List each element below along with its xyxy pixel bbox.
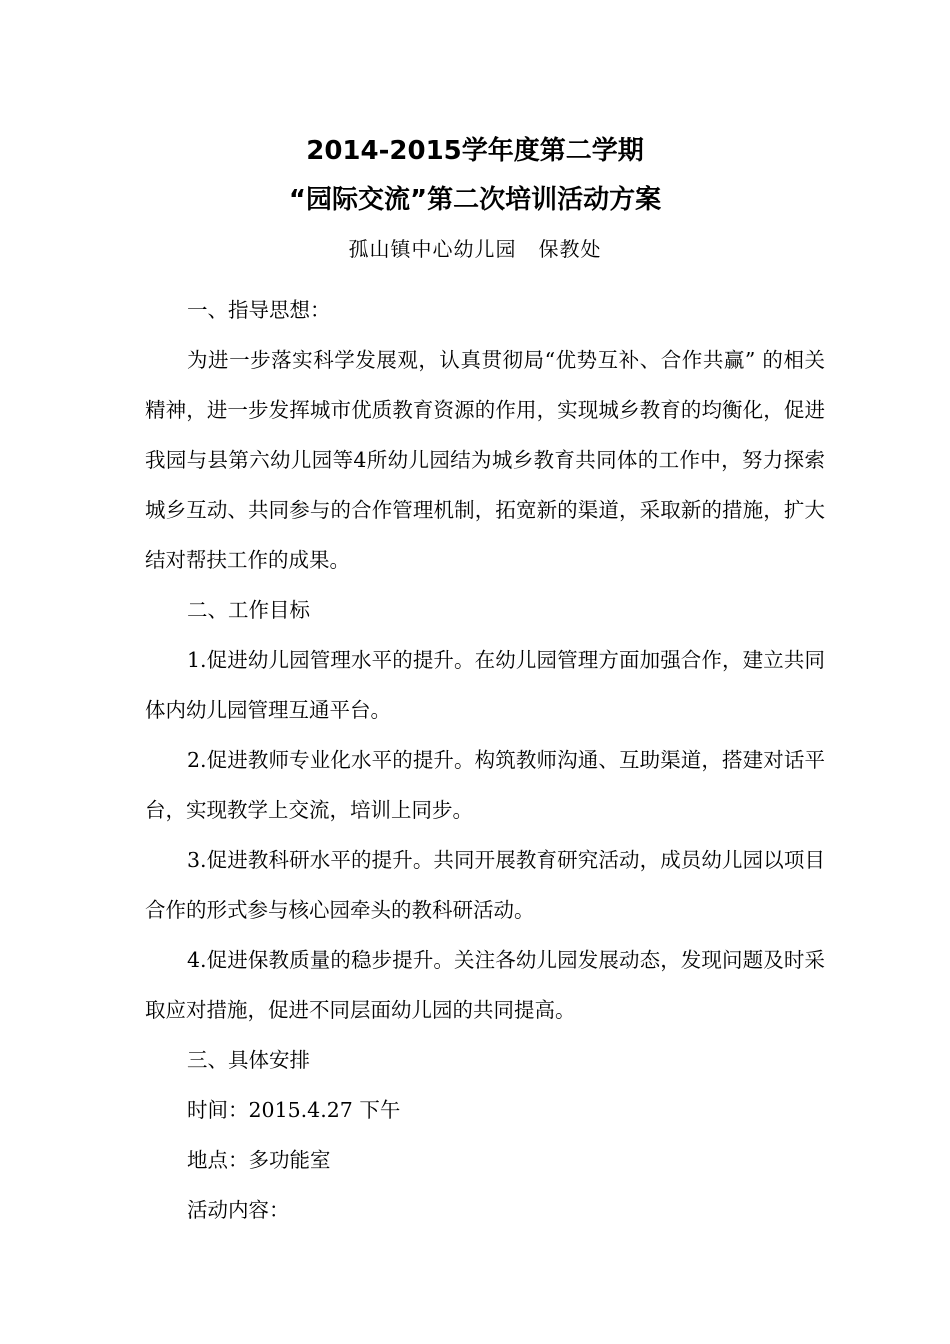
paragraph-goal-3: 3.促进教科研水平的提升。共同开展教育研究活动，成员幼儿园以项目合作的形式参与核心园牵头的教科研活动。: [145, 848, 825, 922]
section-heading-arrangement: 三、具体安排: [187, 1048, 310, 1072]
section-heading-work-goals: 二、工作目标: [187, 598, 310, 622]
paragraph-guiding-ideology: 为进一步落实科学发展观，认真贯彻局“优势互补、合作共赢” 的相关精神，进一步发挥城市优质教育资源的作用，实现城乡教育的均衡化，促进我园与县第六幼儿园等4所幼儿园结为城乡教育共同体的工作中，努力探索城乡互动、共同参与的合作管理机制，拓宽新的渠道，采取新的措施，扩大结对帮扶工作的成果。: [145, 348, 825, 572]
document-body: [145, 285, 825, 1235]
arrangement-place: 地点：多功能室: [187, 1148, 331, 1172]
section-heading-guiding-ideology: 一、指导思想：: [187, 298, 331, 322]
paragraph-goal-2: 2.促进教师专业化水平的提升。构筑教师沟通、互助渠道，搭建对话平台，实现教学上交流，培训上同步。: [145, 748, 825, 822]
arrangement-time: 时间：2015.4.27 下午: [187, 1098, 401, 1122]
document-subtitle: 孤山镇中心幼儿园 保教处: [348, 237, 602, 261]
arrangement-content: 活动内容：: [187, 1198, 290, 1222]
document-title-line1: 2014-2015学年度第二学期: [306, 136, 644, 166]
document-title-line2: “园际交流”第二次培训活动方案: [288, 185, 662, 215]
paragraph-goal-1: 1.促进幼儿园管理水平的提升。在幼儿园管理方面加强合作，建立共同体内幼儿园管理互通平台。: [145, 648, 825, 722]
paragraph-goal-4: 4.促进保教质量的稳步提升。关注各幼儿园发展动态，发现问题及时采取应对措施，促进不同层面幼儿园的共同提高。: [145, 948, 825, 1022]
